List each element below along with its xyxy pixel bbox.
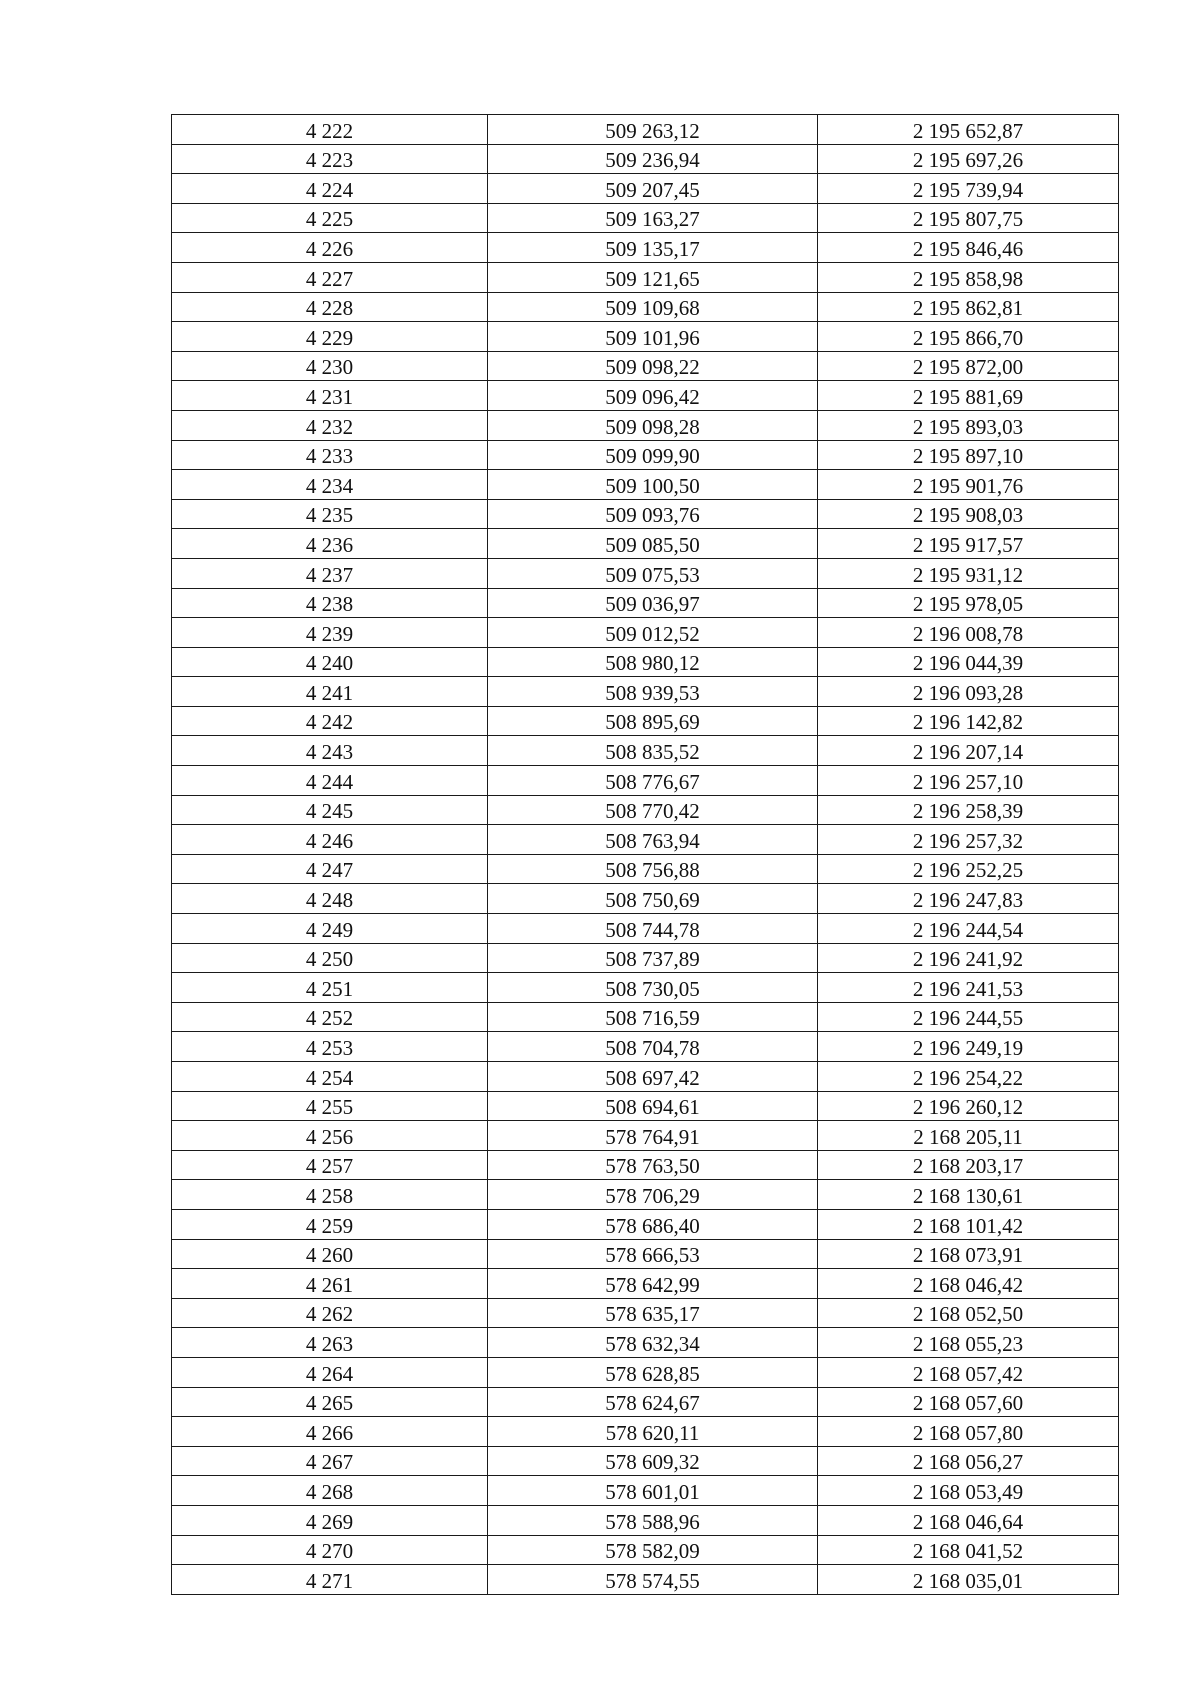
table-row <box>172 529 1119 559</box>
y-coordinate-cell: 2 195 807,75 <box>818 203 1119 233</box>
y-coordinate-cell: 2 196 252,25 <box>818 854 1119 884</box>
y-coordinate-cell: 2 195 908,03 <box>818 499 1119 529</box>
y-coordinate-cell: 2 196 244,55 <box>818 1002 1119 1032</box>
y-coordinate-cell: 2 196 207,14 <box>818 736 1119 766</box>
x-coordinate-cell: 509 135,17 <box>488 233 818 263</box>
x-coordinate-cell: 508 980,12 <box>488 647 818 677</box>
table-row <box>172 1032 1119 1062</box>
point-number-cell: 4 252 <box>172 1002 488 1032</box>
y-coordinate-cell: 2 168 052,50 <box>818 1298 1119 1328</box>
y-coordinate-cell: 2 168 055,23 <box>818 1328 1119 1358</box>
table-row <box>172 203 1119 233</box>
point-number-cell: 4 226 <box>172 233 488 263</box>
point-number-cell: 4 239 <box>172 618 488 648</box>
x-coordinate-cell: 578 686,40 <box>488 1209 818 1239</box>
table-row <box>172 795 1119 825</box>
table-row <box>172 499 1119 529</box>
point-number-cell: 4 223 <box>172 144 488 174</box>
point-number-cell: 4 249 <box>172 914 488 944</box>
x-coordinate-cell: 578 706,29 <box>488 1180 818 1210</box>
x-coordinate-cell: 508 694,61 <box>488 1091 818 1121</box>
table-row <box>172 588 1119 618</box>
point-number-cell: 4 235 <box>172 499 488 529</box>
x-coordinate-cell: 508 939,53 <box>488 677 818 707</box>
point-number-cell: 4 225 <box>172 203 488 233</box>
table-row <box>172 1505 1119 1535</box>
table-row <box>172 322 1119 352</box>
y-coordinate-cell: 2 168 057,42 <box>818 1357 1119 1387</box>
table-row <box>172 1121 1119 1151</box>
x-coordinate-cell: 578 642,99 <box>488 1269 818 1299</box>
table-row <box>172 766 1119 796</box>
point-number-cell: 4 257 <box>172 1150 488 1180</box>
x-coordinate-cell: 509 096,42 <box>488 381 818 411</box>
y-coordinate-cell: 2 195 866,70 <box>818 322 1119 352</box>
table-row <box>172 1091 1119 1121</box>
point-number-cell: 4 229 <box>172 322 488 352</box>
x-coordinate-cell: 508 750,69 <box>488 884 818 914</box>
point-number-cell: 4 233 <box>172 440 488 470</box>
y-coordinate-cell: 2 196 249,19 <box>818 1032 1119 1062</box>
x-coordinate-cell: 509 100,50 <box>488 470 818 500</box>
point-number-cell: 4 241 <box>172 677 488 707</box>
table-row <box>172 1002 1119 1032</box>
y-coordinate-cell: 2 195 897,10 <box>818 440 1119 470</box>
y-coordinate-cell: 2 196 142,82 <box>818 706 1119 736</box>
y-coordinate-cell: 2 196 241,92 <box>818 943 1119 973</box>
y-coordinate-cell: 2 168 057,80 <box>818 1417 1119 1447</box>
point-number-cell: 4 240 <box>172 647 488 677</box>
x-coordinate-cell: 508 704,78 <box>488 1032 818 1062</box>
point-number-cell: 4 244 <box>172 766 488 796</box>
y-coordinate-cell: 2 168 056,27 <box>818 1446 1119 1476</box>
point-number-cell: 4 232 <box>172 410 488 440</box>
table-row <box>172 1535 1119 1565</box>
point-number-cell: 4 243 <box>172 736 488 766</box>
point-number-cell: 4 237 <box>172 558 488 588</box>
y-coordinate-cell: 2 196 247,83 <box>818 884 1119 914</box>
x-coordinate-cell: 509 109,68 <box>488 292 818 322</box>
x-coordinate-cell: 578 582,09 <box>488 1535 818 1565</box>
y-coordinate-cell: 2 195 858,98 <box>818 262 1119 292</box>
point-number-cell: 4 267 <box>172 1446 488 1476</box>
y-coordinate-cell: 2 195 697,26 <box>818 144 1119 174</box>
point-number-cell: 4 260 <box>172 1239 488 1269</box>
y-coordinate-cell: 2 196 257,32 <box>818 825 1119 855</box>
y-coordinate-cell: 2 168 057,60 <box>818 1387 1119 1417</box>
point-number-cell: 4 246 <box>172 825 488 855</box>
point-number-cell: 4 271 <box>172 1565 488 1595</box>
y-coordinate-cell: 2 168 035,01 <box>818 1565 1119 1595</box>
point-number-cell: 4 234 <box>172 470 488 500</box>
table-row <box>172 1209 1119 1239</box>
point-number-cell: 4 262 <box>172 1298 488 1328</box>
table-row <box>172 115 1119 145</box>
point-number-cell: 4 269 <box>172 1505 488 1535</box>
y-coordinate-cell: 2 168 046,42 <box>818 1269 1119 1299</box>
x-coordinate-cell: 578 601,01 <box>488 1476 818 1506</box>
x-coordinate-cell: 578 588,96 <box>488 1505 818 1535</box>
y-coordinate-cell: 2 168 041,52 <box>818 1535 1119 1565</box>
table-row <box>172 914 1119 944</box>
point-number-cell: 4 270 <box>172 1535 488 1565</box>
table-row <box>172 706 1119 736</box>
table-row <box>172 1387 1119 1417</box>
table-row <box>172 736 1119 766</box>
x-coordinate-cell: 578 764,91 <box>488 1121 818 1151</box>
table-row <box>172 1446 1119 1476</box>
point-number-cell: 4 266 <box>172 1417 488 1447</box>
x-coordinate-cell: 578 763,50 <box>488 1150 818 1180</box>
x-coordinate-cell: 509 099,90 <box>488 440 818 470</box>
point-number-cell: 4 224 <box>172 174 488 204</box>
y-coordinate-cell: 2 196 258,39 <box>818 795 1119 825</box>
coordinates-table-body <box>172 115 1119 1595</box>
x-coordinate-cell: 578 620,11 <box>488 1417 818 1447</box>
y-coordinate-cell: 2 196 044,39 <box>818 647 1119 677</box>
table-row <box>172 647 1119 677</box>
y-coordinate-cell: 2 168 073,91 <box>818 1239 1119 1269</box>
point-number-cell: 4 236 <box>172 529 488 559</box>
y-coordinate-cell: 2 196 241,53 <box>818 973 1119 1003</box>
table-row <box>172 410 1119 440</box>
point-number-cell: 4 255 <box>172 1091 488 1121</box>
table-row <box>172 292 1119 322</box>
x-coordinate-cell: 508 756,88 <box>488 854 818 884</box>
table-row <box>172 973 1119 1003</box>
y-coordinate-cell: 2 196 008,78 <box>818 618 1119 648</box>
point-number-cell: 4 254 <box>172 1062 488 1092</box>
x-coordinate-cell: 578 624,67 <box>488 1387 818 1417</box>
point-number-cell: 4 263 <box>172 1328 488 1358</box>
y-coordinate-cell: 2 168 101,42 <box>818 1209 1119 1239</box>
table-row <box>172 1150 1119 1180</box>
table-row <box>172 1239 1119 1269</box>
y-coordinate-cell: 2 168 053,49 <box>818 1476 1119 1506</box>
x-coordinate-cell: 508 697,42 <box>488 1062 818 1092</box>
x-coordinate-cell: 509 101,96 <box>488 322 818 352</box>
x-coordinate-cell: 509 236,94 <box>488 144 818 174</box>
point-number-cell: 4 228 <box>172 292 488 322</box>
point-number-cell: 4 248 <box>172 884 488 914</box>
y-coordinate-cell: 2 195 931,12 <box>818 558 1119 588</box>
table-row <box>172 1417 1119 1447</box>
x-coordinate-cell: 509 098,22 <box>488 351 818 381</box>
table-row <box>172 1476 1119 1506</box>
x-coordinate-cell: 578 666,53 <box>488 1239 818 1269</box>
table-row <box>172 618 1119 648</box>
y-coordinate-cell: 2 195 881,69 <box>818 381 1119 411</box>
x-coordinate-cell: 509 163,27 <box>488 203 818 233</box>
x-coordinate-cell: 509 085,50 <box>488 529 818 559</box>
table-row <box>172 943 1119 973</box>
point-number-cell: 4 242 <box>172 706 488 736</box>
y-coordinate-cell: 2 196 093,28 <box>818 677 1119 707</box>
table-row <box>172 884 1119 914</box>
point-number-cell: 4 227 <box>172 262 488 292</box>
table-row <box>172 174 1119 204</box>
x-coordinate-cell: 508 776,67 <box>488 766 818 796</box>
y-coordinate-cell: 2 195 978,05 <box>818 588 1119 618</box>
y-coordinate-cell: 2 195 862,81 <box>818 292 1119 322</box>
point-number-cell: 4 230 <box>172 351 488 381</box>
x-coordinate-cell: 509 098,28 <box>488 410 818 440</box>
x-coordinate-cell: 508 737,89 <box>488 943 818 973</box>
x-coordinate-cell: 509 093,76 <box>488 499 818 529</box>
x-coordinate-cell: 578 632,34 <box>488 1328 818 1358</box>
table-row <box>172 351 1119 381</box>
x-coordinate-cell: 508 770,42 <box>488 795 818 825</box>
x-coordinate-cell: 578 609,32 <box>488 1446 818 1476</box>
point-number-cell: 4 256 <box>172 1121 488 1151</box>
table-row <box>172 1565 1119 1595</box>
x-coordinate-cell: 578 574,55 <box>488 1565 818 1595</box>
x-coordinate-cell: 508 744,78 <box>488 914 818 944</box>
table-row <box>172 1062 1119 1092</box>
table-row <box>172 825 1119 855</box>
x-coordinate-cell: 509 075,53 <box>488 558 818 588</box>
table-row <box>172 233 1119 263</box>
table-row <box>172 144 1119 174</box>
y-coordinate-cell: 2 195 893,03 <box>818 410 1119 440</box>
x-coordinate-cell: 508 895,69 <box>488 706 818 736</box>
point-number-cell: 4 245 <box>172 795 488 825</box>
point-number-cell: 4 258 <box>172 1180 488 1210</box>
x-coordinate-cell: 508 763,94 <box>488 825 818 855</box>
table-row <box>172 1269 1119 1299</box>
y-coordinate-cell: 2 195 652,87 <box>818 115 1119 145</box>
table-row <box>172 854 1119 884</box>
y-coordinate-cell: 2 168 203,17 <box>818 1150 1119 1180</box>
point-number-cell: 4 261 <box>172 1269 488 1299</box>
point-number-cell: 4 222 <box>172 115 488 145</box>
x-coordinate-cell: 509 263,12 <box>488 115 818 145</box>
point-number-cell: 4 250 <box>172 943 488 973</box>
x-coordinate-cell: 509 012,52 <box>488 618 818 648</box>
point-number-cell: 4 265 <box>172 1387 488 1417</box>
y-coordinate-cell: 2 168 205,11 <box>818 1121 1119 1151</box>
table-row <box>172 1298 1119 1328</box>
point-number-cell: 4 251 <box>172 973 488 1003</box>
point-number-cell: 4 268 <box>172 1476 488 1506</box>
table-row <box>172 1357 1119 1387</box>
table-row <box>172 440 1119 470</box>
table-row <box>172 558 1119 588</box>
y-coordinate-cell: 2 196 257,10 <box>818 766 1119 796</box>
point-number-cell: 4 259 <box>172 1209 488 1239</box>
coordinates-table <box>171 114 1119 1595</box>
table-row <box>172 381 1119 411</box>
table-row <box>172 262 1119 292</box>
x-coordinate-cell: 509 121,65 <box>488 262 818 292</box>
table-row <box>172 1328 1119 1358</box>
x-coordinate-cell: 508 835,52 <box>488 736 818 766</box>
point-number-cell: 4 247 <box>172 854 488 884</box>
x-coordinate-cell: 509 036,97 <box>488 588 818 618</box>
y-coordinate-cell: 2 196 260,12 <box>818 1091 1119 1121</box>
x-coordinate-cell: 578 628,85 <box>488 1357 818 1387</box>
table-row <box>172 677 1119 707</box>
y-coordinate-cell: 2 195 846,46 <box>818 233 1119 263</box>
table-row <box>172 1180 1119 1210</box>
point-number-cell: 4 264 <box>172 1357 488 1387</box>
table-row <box>172 470 1119 500</box>
point-number-cell: 4 231 <box>172 381 488 411</box>
x-coordinate-cell: 508 716,59 <box>488 1002 818 1032</box>
y-coordinate-cell: 2 195 872,00 <box>818 351 1119 381</box>
x-coordinate-cell: 509 207,45 <box>488 174 818 204</box>
y-coordinate-cell: 2 168 130,61 <box>818 1180 1119 1210</box>
y-coordinate-cell: 2 168 046,64 <box>818 1505 1119 1535</box>
y-coordinate-cell: 2 196 254,22 <box>818 1062 1119 1092</box>
y-coordinate-cell: 2 196 244,54 <box>818 914 1119 944</box>
point-number-cell: 4 238 <box>172 588 488 618</box>
y-coordinate-cell: 2 195 901,76 <box>818 470 1119 500</box>
point-number-cell: 4 253 <box>172 1032 488 1062</box>
y-coordinate-cell: 2 195 917,57 <box>818 529 1119 559</box>
y-coordinate-cell: 2 195 739,94 <box>818 174 1119 204</box>
x-coordinate-cell: 508 730,05 <box>488 973 818 1003</box>
x-coordinate-cell: 578 635,17 <box>488 1298 818 1328</box>
